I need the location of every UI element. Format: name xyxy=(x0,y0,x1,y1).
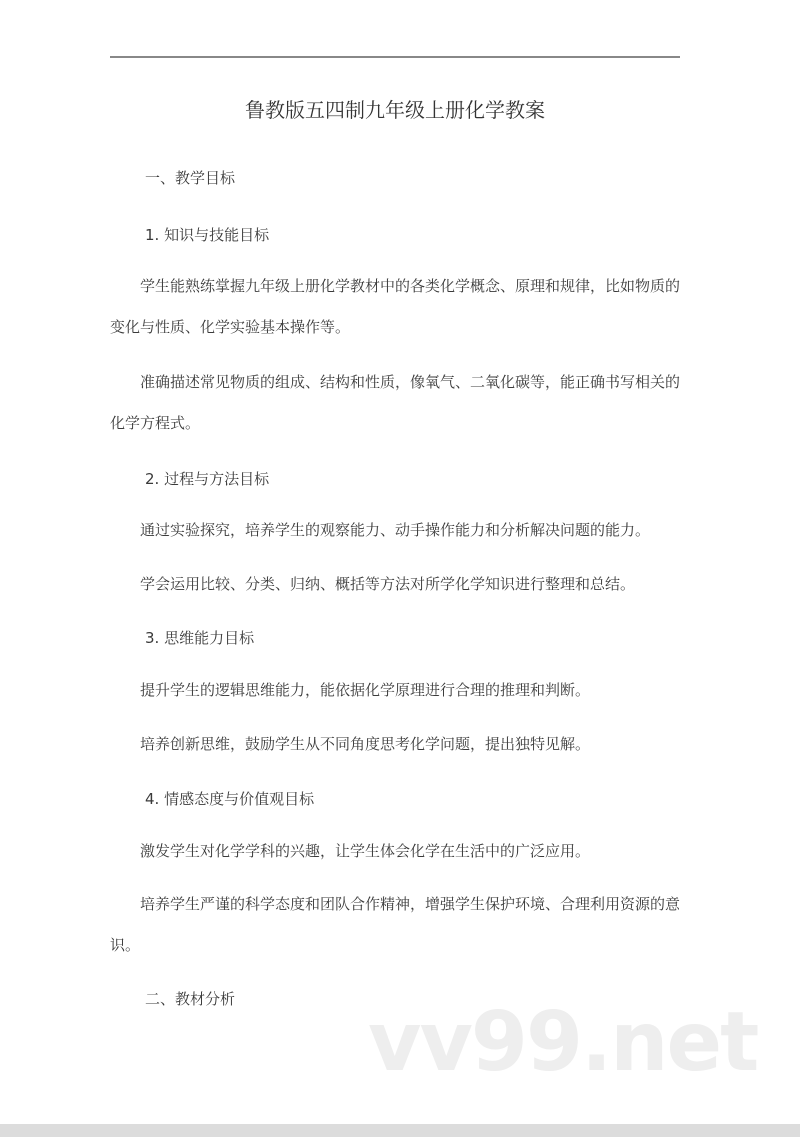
paragraph: 准确描述常见物质的组成、结构和性质，像氧气、二氧化碳等，能正确书写相关的化学方程式。 xyxy=(110,373,681,432)
paragraph: 培养学生严谨的科学态度和团队合作精神，增强学生保护环境、合理利用资源的意识。 xyxy=(110,895,681,954)
paragraph: 提升学生的逻辑思维能力，能依据化学原理进行合理的推理和判断。 xyxy=(140,681,591,699)
paragraph: 培养创新思维，鼓励学生从不同角度思考化学问题，提出独特见解。 xyxy=(140,735,591,753)
paragraph: 学会运用比较、分类、归纳、概括等方法对所学化学知识进行整理和总结。 xyxy=(140,575,636,593)
paragraph: 通过实验探究，培养学生的观察能力、动手操作能力和分析解决问题的能力。 xyxy=(140,521,651,539)
header-rule xyxy=(110,56,680,58)
paragraph: 学生能熟练掌握九年级上册化学教材中的各类化学概念、原理和规律，比如物质的变化与性质、化学实验基本操作等。 xyxy=(110,277,681,336)
document-title: 鲁教版五四制九年级上册化学教案 xyxy=(245,98,545,122)
subheading-process-methods: 2. 过程与方法目标 xyxy=(145,470,270,488)
subheading-attitude-values: 4. 情感态度与价值观目标 xyxy=(145,790,315,808)
watermark: vv99.net xyxy=(368,995,758,1090)
subheading-knowledge-skills: 1. 知识与技能目标 xyxy=(145,226,270,244)
paragraph: 激发学生对化学学科的兴趣，让学生体会化学在生活中的广泛应用。 xyxy=(140,842,591,860)
heading-textbook-analysis: 二、教材分析 xyxy=(145,990,236,1008)
subheading-thinking-ability: 3. 思维能力目标 xyxy=(145,629,255,647)
page-gap xyxy=(0,1124,800,1137)
heading-teaching-goals: 一、教学目标 xyxy=(145,169,236,187)
